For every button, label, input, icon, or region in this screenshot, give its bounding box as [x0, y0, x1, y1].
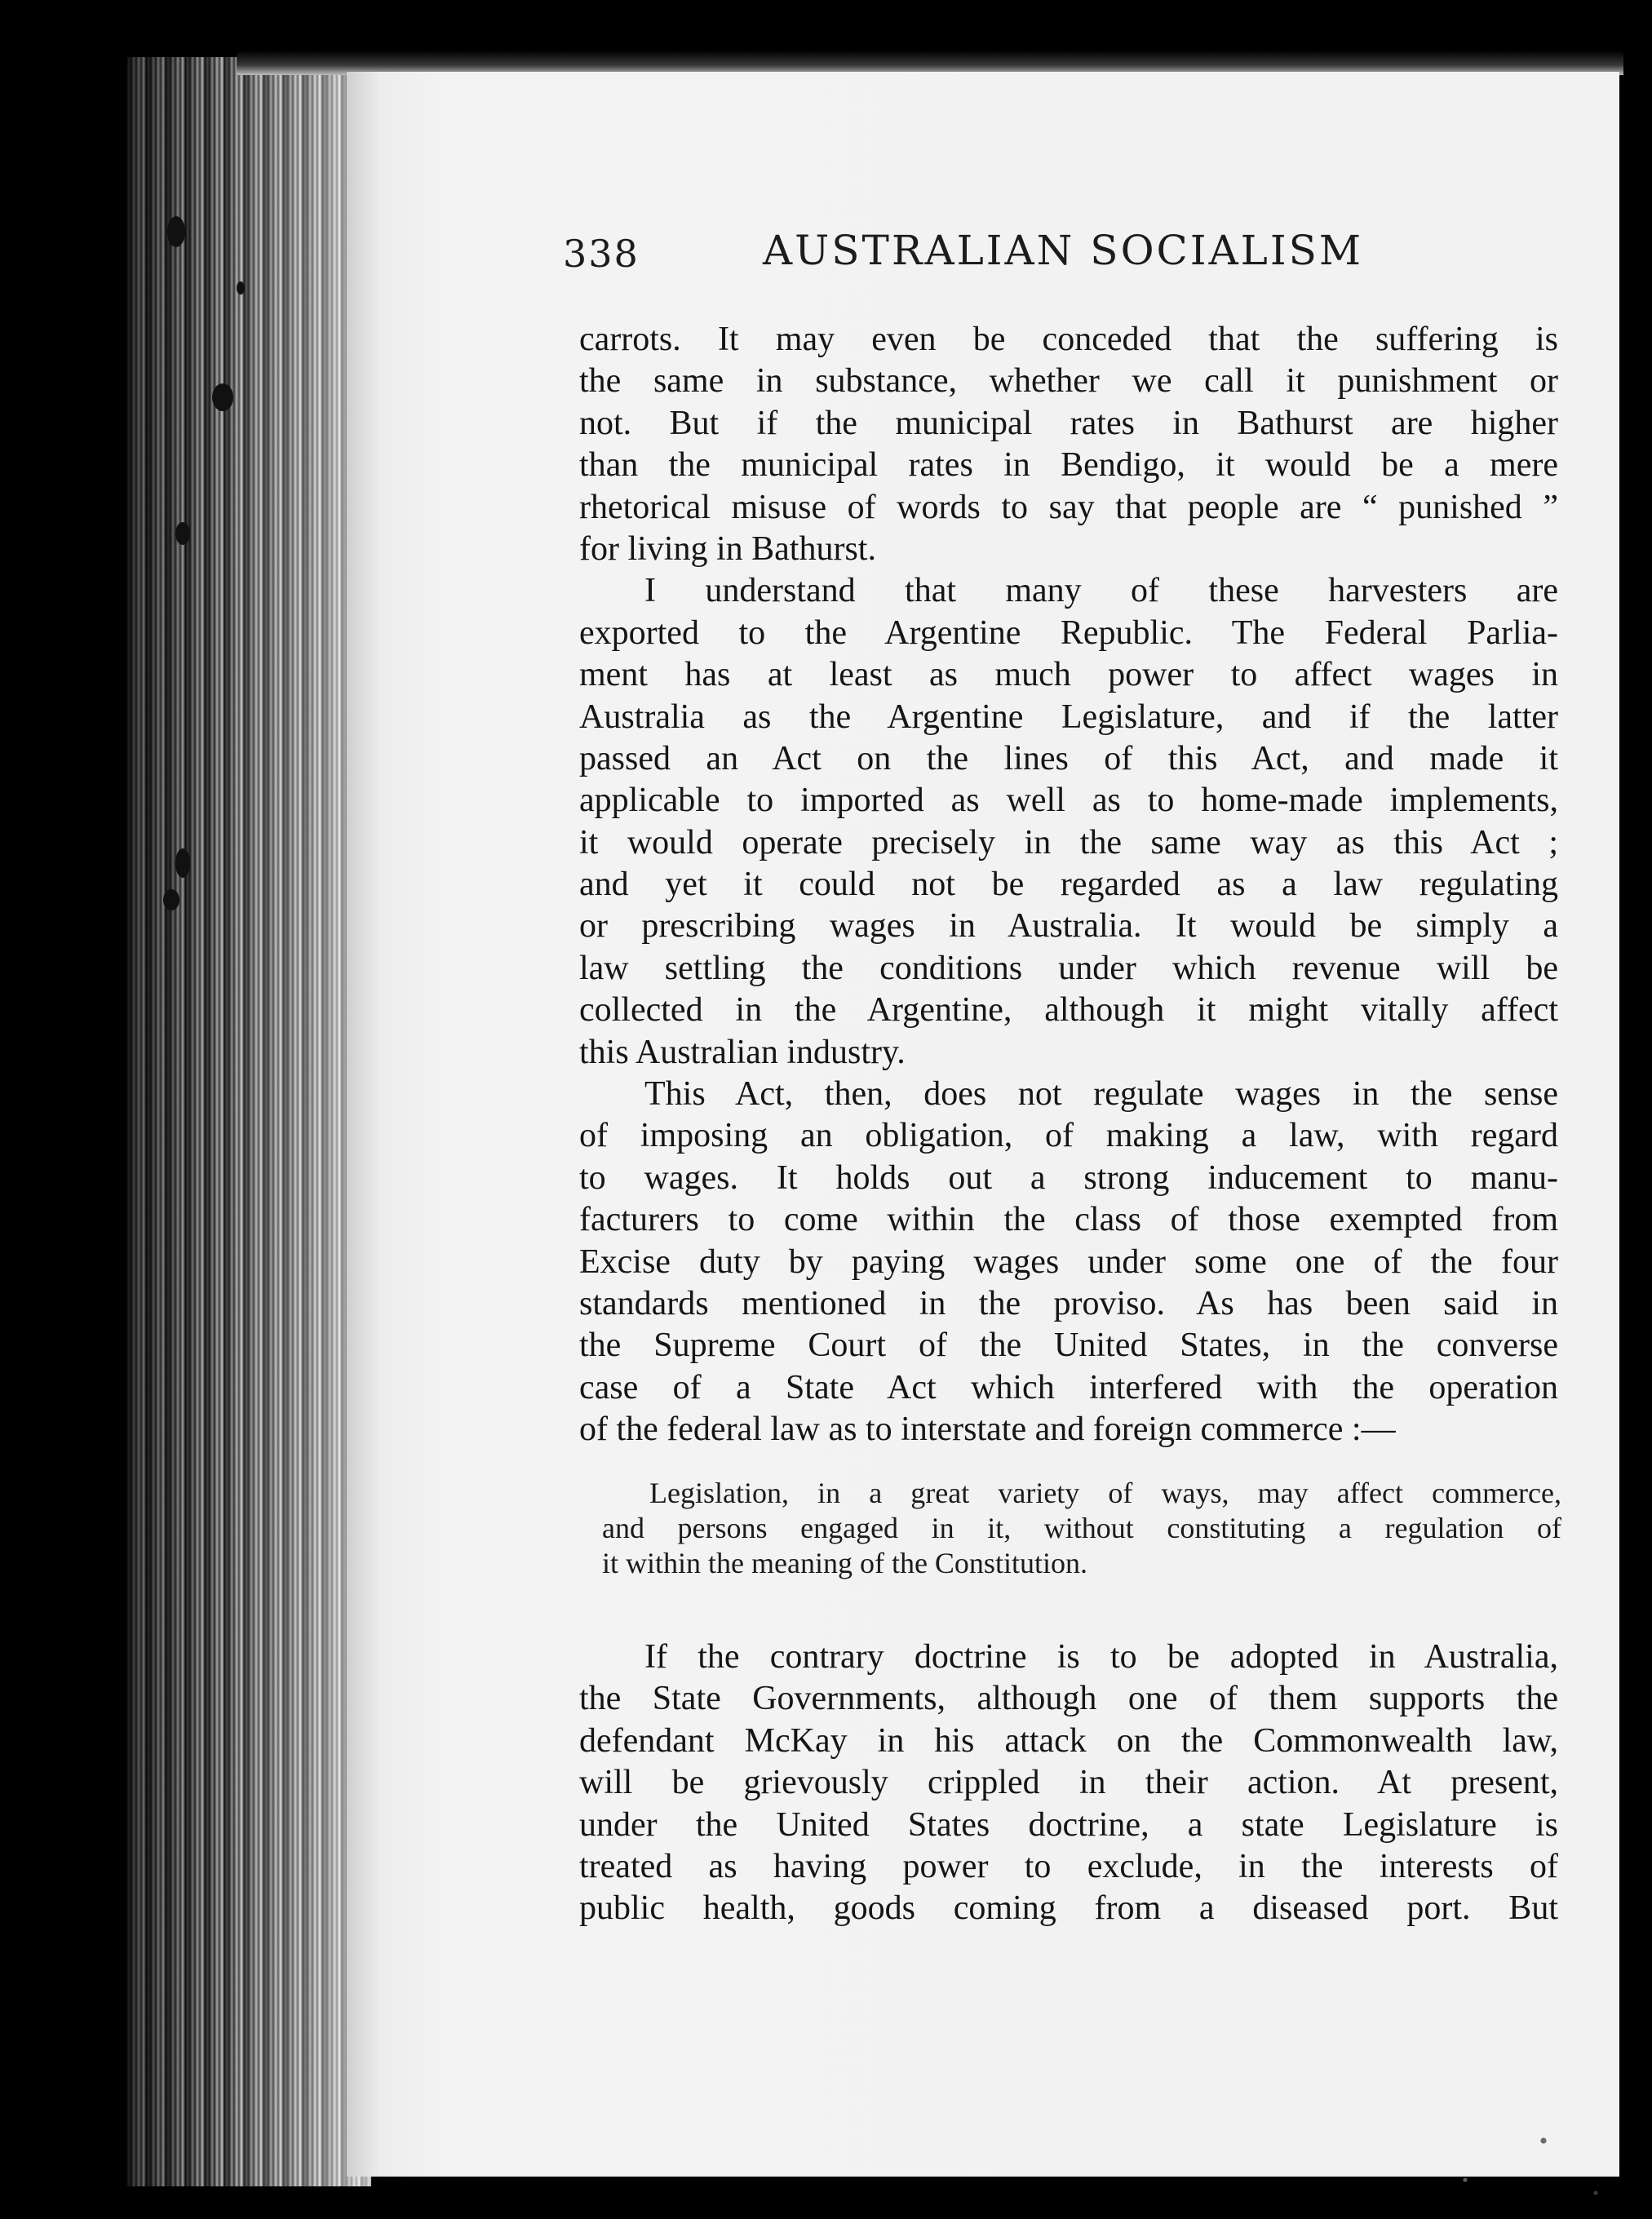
text-line: will be grievously crippled in their action. At present, — [579, 1764, 1558, 1802]
ink-spot — [167, 216, 185, 247]
book-page-edges — [126, 57, 371, 2186]
running-title: AUSTRALIAN SOCIALISM — [763, 227, 1364, 274]
text-line: of the federal law as to interstate and foreign commerce :— — [579, 1411, 1396, 1449]
text-line: defendant McKay in his attack on the Commonwealth law, — [579, 1721, 1558, 1760]
text-line: law settling the conditions under which revenue will be — [579, 949, 1558, 987]
block-quote — [602, 1475, 1561, 1580]
text-line: case of a State Act which interfered with the operation — [579, 1368, 1558, 1406]
text-line: than the municipal rates in Bendigo, it would be a mere — [579, 446, 1558, 485]
text-line: I understand that many of these harvesters are — [644, 572, 1558, 610]
body-text — [579, 318, 1558, 1451]
text-line: treated as having power to exclude, in the interests of — [579, 1847, 1558, 1885]
scan-noise — [1387, 2088, 1648, 2219]
text-line: exported to the Argentine Republic. The Federal Parlia- — [579, 613, 1558, 652]
text-line: or prescribing wages in Australia. It would be simply a — [579, 907, 1558, 946]
text-line: it would operate precisely in the same way as this Act ; — [579, 823, 1558, 861]
quote-line: Legislation, in a great variety of ways, may affect commerce, — [649, 1477, 1561, 1509]
ink-spot — [212, 383, 233, 411]
text-line: the same in substance, whether we call it punishment or — [579, 362, 1558, 401]
text-line: for living in Bathurst. — [579, 529, 876, 568]
text-line: standards mentioned in the proviso. As has been said in — [579, 1284, 1558, 1322]
text-line: this Australian industry. — [579, 1033, 906, 1071]
page-number: 338 — [563, 232, 640, 276]
ink-spot — [175, 522, 190, 545]
text-line: Excise duty by paying wages under some one of the four — [579, 1242, 1558, 1281]
text-line: facturers to come within the class of those exempted from — [579, 1201, 1558, 1239]
text-line: This Act, then, does not regulate wages in the sense — [644, 1075, 1558, 1114]
text-line: and yet it could not be regarded as a law regulating — [579, 866, 1558, 904]
text-line: ment has at least as much power to affect wages in — [579, 656, 1558, 694]
ink-spot — [175, 848, 190, 878]
text-line: carrots. It may even be conceded that the suffering is — [579, 321, 1558, 358]
text-line: collected in the Argentine, although it might vitally affect — [579, 991, 1558, 1030]
text-line: under the United States doctrine, a state Legislature is — [579, 1805, 1558, 1844]
ink-spot — [163, 889, 179, 910]
closing-paragraph — [579, 1636, 1558, 1929]
quote-line: and persons engaged in it, without constituting a regulation of — [602, 1512, 1561, 1544]
text-line: applicable to imported as well as to home-made implements, — [579, 782, 1558, 820]
quote-line: it within the meaning of the Constitution. — [602, 1547, 1087, 1579]
text-line: passed an Act on the lines of this Act, and made it — [579, 739, 1558, 777]
text-line: the State Governments, although one of them supports the — [579, 1680, 1558, 1718]
text-line: public health, goods coming from a diseased port. But — [579, 1889, 1558, 1928]
text-line: If the contrary doctrine is to be adopted in Australia, — [644, 1638, 1558, 1676]
text-line: not. But if the municipal rates in Bathurst are higher — [579, 404, 1558, 442]
text-line: the Supreme Court of the United States, in the converse — [579, 1327, 1558, 1365]
text-line: of imposing an obligation, of making a law, with regard — [579, 1117, 1558, 1155]
page-header — [563, 227, 1583, 284]
text-line: to wages. It holds out a strong inducement to manu- — [579, 1158, 1558, 1197]
text-line: rhetorical misuse of words to say that people are “ punished ” — [579, 488, 1558, 526]
text-line: Australia as the Argentine Legislature, and if the latter — [579, 698, 1558, 736]
ink-spot — [237, 281, 245, 295]
